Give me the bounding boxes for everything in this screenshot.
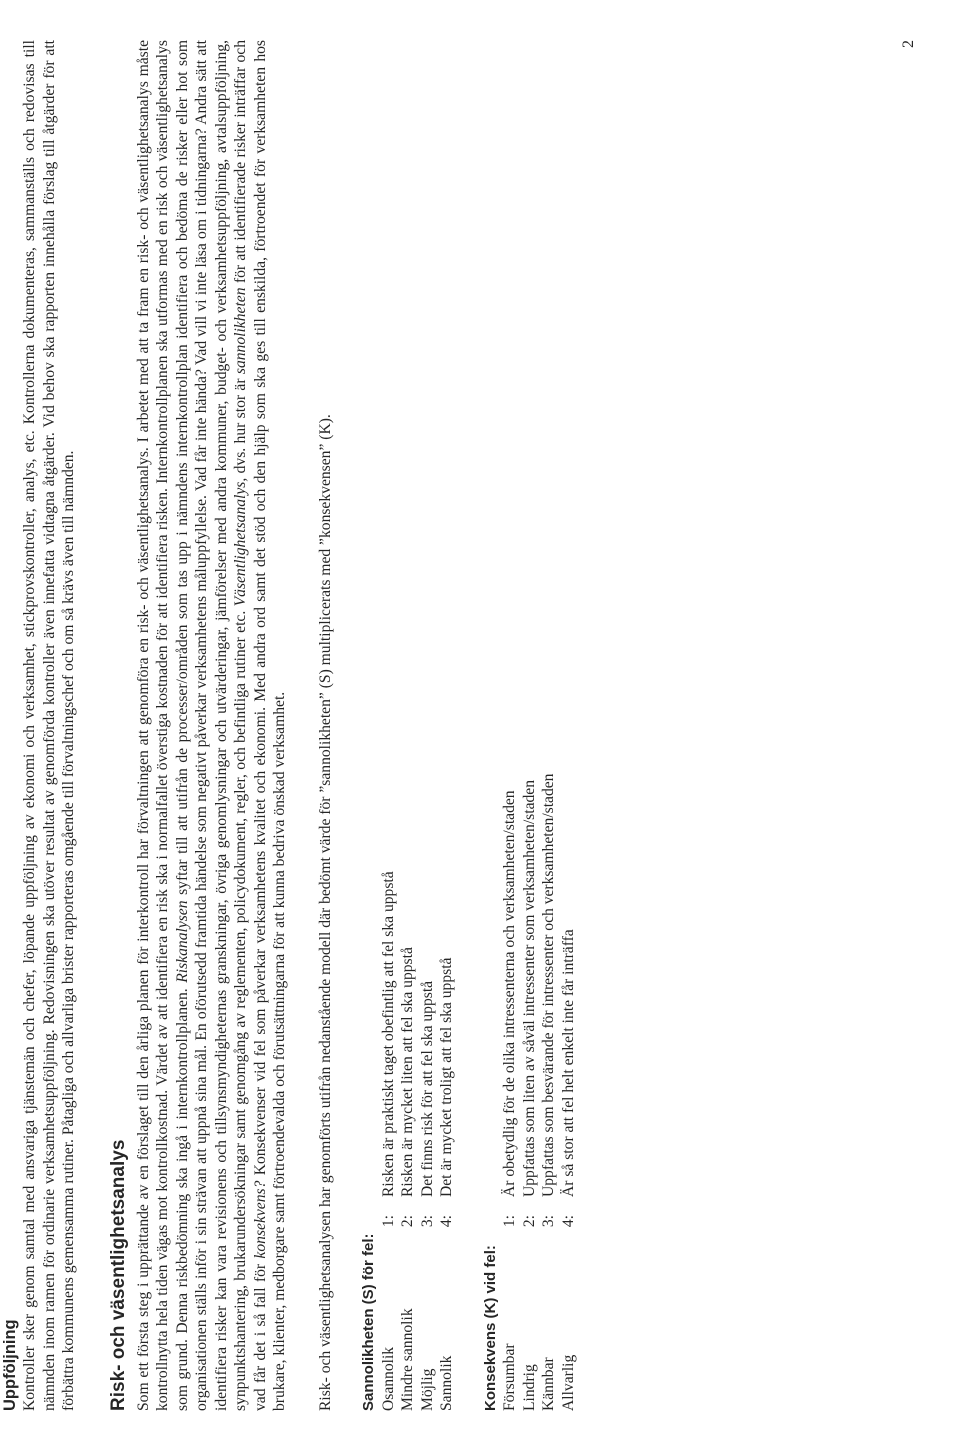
heading-uppfoljning: Uppföljning bbox=[1, 1319, 19, 1411]
scale-description: Risken är praktiskt taget obefintlig att fel ska uppstå bbox=[379, 871, 397, 1197]
scale-label: Kännbar bbox=[540, 1357, 557, 1411]
term-riskanalysen: Riskanalysen bbox=[173, 900, 191, 983]
paragraph-modell: Risk- och väsentlighetsanalysen har genomförts utifrån nedanstående modell där bedömt värde för ”sannolikheten” (S) multiplicerats med ”konsekvensen” (K). bbox=[316, 414, 334, 1411]
scale-label: Möjlig bbox=[418, 1368, 436, 1411]
heading-risk-analys: Risk- och väsentlighetsanalys bbox=[107, 1139, 129, 1411]
risk-text-4: för att identifierade risker inträffar och vad får det i så fall för bbox=[232, 40, 269, 1411]
risk-text-1: Som ett första steg i upprättande av en förslaget till den årliga planen för interkontroll har förvaltningen att genomföra en risk- och väsentlighetsanalys. I arbetet med att ta fram en risk- och väsentlighetsanalys måste kontrollnytta hela tiden vägas mot kontrollkostnad. Värdet av att identifiera en risk ska i normalfallet överstiga kostnaden för att identifiera risken. Internkontrollplanen ska utformas med en risk och väsentlighetsanalys som grund. Denna riskbedömning ska ingå i internkontrollplanen. bbox=[134, 40, 191, 1411]
scale-row bbox=[539, 40, 559, 1411]
scale-row bbox=[520, 40, 540, 1411]
term-vasentlighetsanalys: Väsentlighetsanalys, bbox=[232, 477, 249, 607]
scale-description: Uppfattas som besvärande för intressenter och verksamheten/staden bbox=[540, 773, 557, 1197]
scale-row bbox=[379, 40, 399, 1411]
scale-row bbox=[559, 40, 579, 1411]
risk-text-5: Konsekvenser vid fel som påverkar verksamhetens kvalitet och ekonomi. Med andra ord samt det stöd och den hjälp som ska ges till enskilda, förtroendet för verksamheten hos brukare, klienter, medborgare samt förtroendevalda och förutsättningarna för att kunna bedriva önskad verksamhet. bbox=[251, 40, 288, 1411]
scale-label: Osannolik bbox=[379, 1346, 397, 1411]
scale-value: 3: bbox=[418, 1215, 436, 1228]
scale-value: 2: bbox=[520, 1215, 538, 1228]
scale-description: Det finns risk för att fel ska uppstå bbox=[418, 980, 436, 1197]
scale-value: 1: bbox=[379, 1215, 397, 1228]
scale-value: 3: bbox=[540, 1215, 557, 1228]
scale-label: Lindrig bbox=[520, 1364, 538, 1411]
scale-description: Det är mycket troligt att fel ska uppstå bbox=[438, 957, 455, 1197]
scale-label: Allvarlig bbox=[559, 1354, 577, 1411]
risk-text-3: dvs. hur stor är bbox=[232, 378, 249, 474]
scale-label: Sannolik bbox=[438, 1355, 455, 1411]
scale-value: 2: bbox=[399, 1215, 416, 1228]
scale-row bbox=[398, 40, 418, 1411]
scale-description: Uppfattas som liten av såväl intressenter som verksamheten/staden bbox=[520, 779, 538, 1197]
term-konsekvens: konsekvens? bbox=[251, 1180, 269, 1259]
scale-description: Är så stor att fel helt enkelt inte får inträffa bbox=[559, 929, 577, 1197]
sannolikhet-scale bbox=[359, 40, 457, 1411]
page-number: 2 bbox=[900, 40, 917, 48]
konsekvens-title: Konsekvens (K) vid fel: bbox=[481, 1245, 499, 1411]
risk-text-2: syftar till att utifrån de processer/områden som tas upp i nämndens internkontrollplan identifiera och bedöma de risker eller hot som organisationen ställs inför i sin strävan att uppnå sina mål. En oförutsedd framtida händelse som negativt påverkar verksamhetens måluppfyllelse. Vad får inte hända? Vad vill vi inte läsa om i tidningarna? Andra sätt att identifiera risker kan vara revisionens och tillsynsmyndigheternas granskningar, övriga genomlysningar och utvärderingar, jämförelser med andra kommuner, budget- och verksamhetsuppföljning, avtalsuppföljning, synpunktshantering, brukarundersökningar samt genomgång av reglementen, policydokument, regler, och befintliga rutiner etc. bbox=[173, 39, 249, 1411]
scale-label: Mindre sannolik bbox=[399, 1308, 416, 1411]
sannolikhet-title: Sannolikheten (S) för fel: bbox=[360, 1233, 377, 1411]
scale-value: 4: bbox=[559, 1215, 577, 1228]
term-sannolikheten: sannolikheten bbox=[232, 287, 249, 375]
paragraph-uppfoljning: Kontroller sker genom samtal med ansvariga tjänstemän och chefer, löpande uppföljning av ekonomi och verksamhet, stickprovskontroller, analys, etc. Kontrollerna dokumenteras, sammanställs och redovisas till nämnden inom ramen för ordinarie verksamhetsuppföljning. Redovisningen ska utöver resultat av genomförda kontroller även innefatta vidtagna åtgärder. Vid behov ska rapporten innehålla förslag till åtgärder för att förbättra kommunens gemensamma rutiner. Påtagliga och allvarliga brister rapporteras omgående till förvaltningschef och om så krävs även till nämnden. bbox=[21, 40, 77, 1411]
scale-value: 1: bbox=[501, 1215, 518, 1228]
scale-row bbox=[437, 40, 457, 1411]
scale-description: Är obetydlig för de olika intressenterna och verksamheten/staden bbox=[501, 790, 518, 1197]
scale-value: 4: bbox=[438, 1215, 455, 1228]
scale-description: Risken är mycket liten att fel ska uppstå bbox=[399, 947, 416, 1197]
paragraph-risk-analys bbox=[134, 40, 290, 1411]
scale-row bbox=[500, 40, 520, 1411]
konsekvens-scale bbox=[481, 40, 579, 1411]
scale-label: Försumbar bbox=[501, 1343, 518, 1411]
scale-row bbox=[418, 40, 438, 1411]
